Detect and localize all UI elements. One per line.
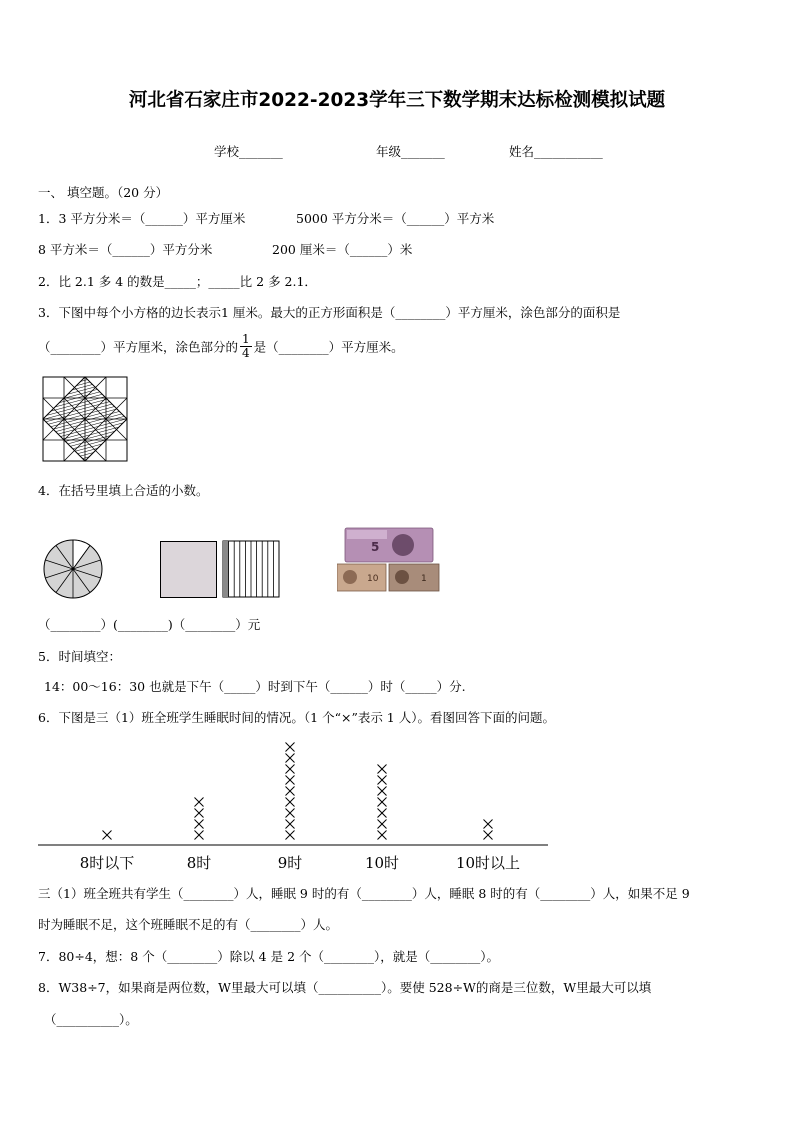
q1-part-c: 8 平方米＝（______）平方分米 — [38, 242, 213, 257]
cross-mark — [195, 831, 204, 840]
one-quarter-fraction — [240, 333, 252, 360]
note-value-10: 10 — [367, 574, 379, 584]
q2-text: 2．比 2.1 多 4 的数是_____；_____比 2 多 2.1． — [38, 274, 317, 289]
name-field: 姓名___________ — [509, 144, 603, 159]
cross-mark — [484, 831, 493, 840]
q5-line: 14：00～16：30 也就是下午（_____）时到下午（______）时（_____）分. — [44, 679, 466, 694]
fraction-denominator: 4 — [242, 346, 250, 360]
q5-text: 5．时间填空： — [38, 649, 121, 664]
q4-answers: （________）(________)（________）元 — [38, 617, 261, 632]
category-label: 8时以下 — [79, 854, 135, 872]
cross-mark — [378, 776, 387, 785]
q6-line2: 时为睡眠不足，这个班睡眠不足的有（________）人。 — [38, 917, 339, 932]
fraction-numerator: 1 — [242, 332, 250, 346]
school-field: 学校_______ — [214, 144, 283, 159]
q3-line1: 3．下图中每个小方格的边长表示1 厘米。最大的正方形面积是（________）平方厘米，涂色部分的面积是 — [38, 305, 621, 320]
category-label: 10时 — [364, 854, 400, 872]
sleep-time-cross-chart — [36, 728, 550, 878]
q1-part-d: 200 厘米＝（______）米 — [272, 242, 413, 257]
q6-line1: 三（1）班全班共有学生（________）人，睡眠 9 时的有（________）人，睡眠 8 时的有（________）人，如果不足 9 — [38, 886, 690, 901]
shaded-whole-square — [160, 541, 217, 598]
q3-line2 — [38, 333, 404, 360]
cross-mark — [378, 809, 387, 818]
banknotes-image — [337, 526, 443, 594]
note-value-1: 1 — [421, 574, 427, 584]
cross-mark — [378, 820, 387, 829]
cross-mark — [195, 809, 204, 818]
cross-mark — [484, 820, 493, 829]
cross-mark — [195, 798, 204, 807]
cross-mark — [286, 765, 295, 774]
q3-line2-pre: （________）平方厘米，涂色部分的 — [38, 339, 239, 355]
category-label: 10时以上 — [455, 854, 521, 872]
cross-mark — [286, 798, 295, 807]
q7-text: 7．80÷4，想：8 个（________）除以 4 是 2 个（________），就是（________）。 — [38, 949, 500, 964]
q1-part-a: 1．3 平方分米＝（______）平方厘米 — [38, 211, 246, 226]
cross-mark — [286, 743, 295, 752]
q8-line2: （__________）。 — [44, 1012, 138, 1027]
category-label: 9时 — [277, 854, 303, 872]
cross-mark — [103, 831, 112, 840]
cross-mark — [378, 765, 387, 774]
q1-part-b: 5000 平方分米＝（______）平方米 — [296, 211, 495, 226]
cross-mark — [378, 831, 387, 840]
grid-square-figure — [42, 376, 128, 462]
cross-mark — [286, 787, 295, 796]
note-value-5: 5 — [371, 540, 380, 554]
q4-text: 4．在括号里填上合适的小数。 — [38, 483, 209, 498]
cross-mark — [378, 798, 387, 807]
cross-mark — [195, 820, 204, 829]
q3-line2-post: 是（________）平方厘米。 — [253, 339, 404, 355]
category-label: 8时 — [186, 854, 212, 872]
q8-line1: 8．W38÷7，如果商是两位数，W里最大可以填（__________）。要使 528÷W的商是三位数，W里最大可以填 — [38, 980, 652, 995]
grade-field: 年级_______ — [376, 144, 445, 159]
cross-mark — [286, 809, 295, 818]
cross-mark — [286, 820, 295, 829]
cross-mark — [378, 787, 387, 796]
circle-divided-figure — [42, 538, 104, 600]
cross-mark — [286, 776, 295, 785]
cross-mark — [286, 831, 295, 840]
page-title: 河北省石家庄市2022-2023学年三下数学期末达标检测模拟试题 — [128, 90, 666, 111]
striped-square-figure — [222, 540, 280, 598]
cross-mark — [286, 754, 295, 763]
section-heading: 一、 填空题。（20 分） — [38, 185, 169, 200]
q6-text: 6．下图是三（1）班全班学生睡眠时间的情况。（1 个“×”表示 1 人）。看图回答下面的问题。 — [38, 710, 555, 725]
